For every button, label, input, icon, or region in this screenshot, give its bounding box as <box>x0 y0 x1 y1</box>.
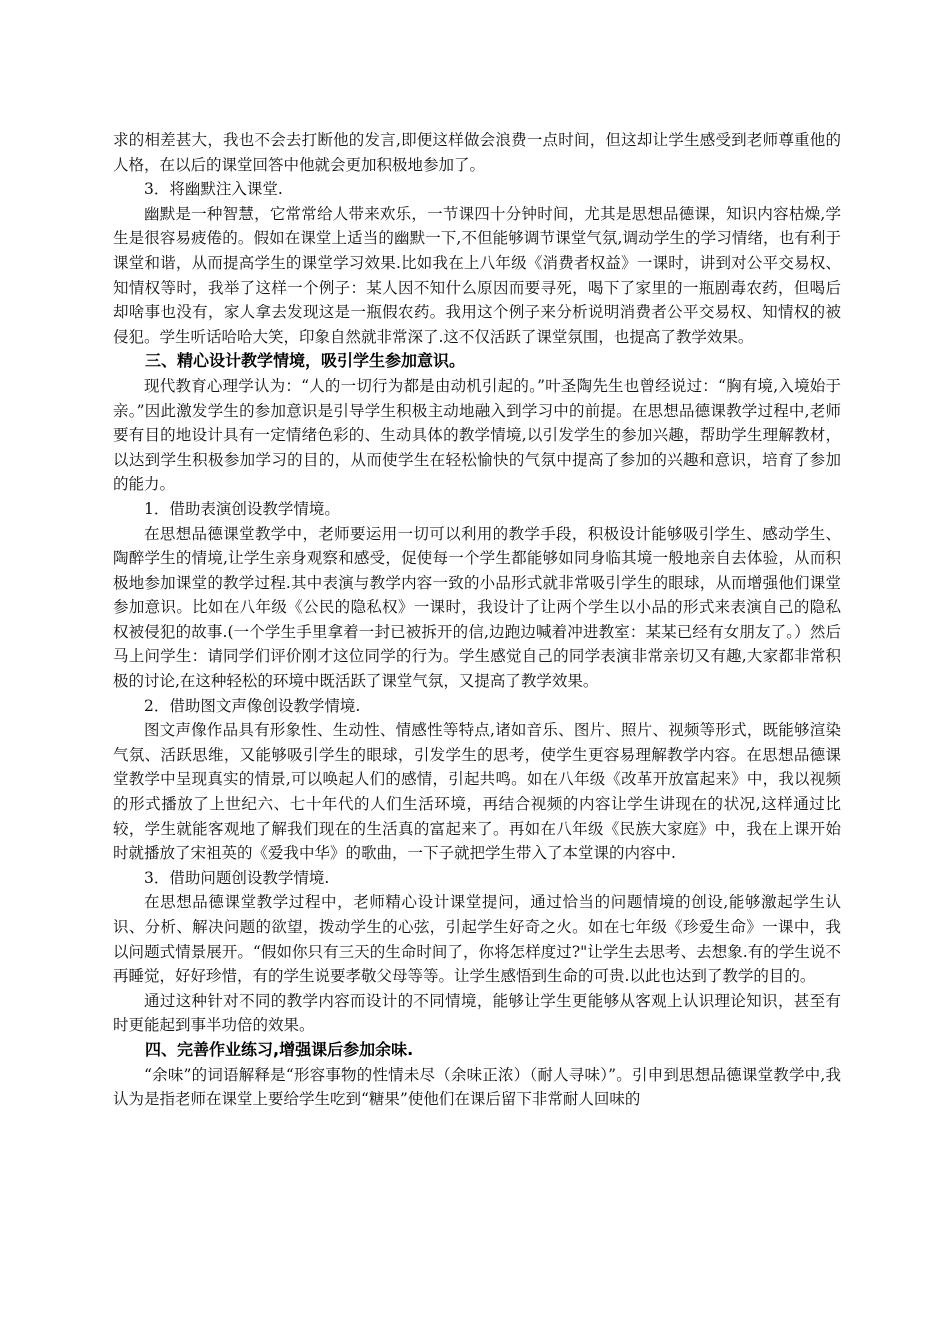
section-heading-three: 三、精心设计教学情境，吸引学生参加意识。 <box>145 351 466 371</box>
paragraph-aftertaste: “余味”的词语解释是“形容事物的性情未尽（余味正浓）（耐人寻味）”。引申到思想品德课堂教学中,我认为是指老师在课堂上要给学生吃到“糖果”使他们在课后留下非常耐人回味的 <box>113 1065 841 1109</box>
paragraph-summary: 通过这种针对不同的教学内容而设计的不同情境，能够让学生更能够从客观上认识理论知识，甚至有时更能起到事半功倍的效果。 <box>113 991 841 1035</box>
paragraph-multimedia: 图文声像作品具有形象性、生动性、情感性等特点,诸如音乐、图片、照片、视频等形式，既能够渲染气氛、活跃思维，又能够吸引学生的眼球，引发学生的思考，使学生更容易理解教学内容。在思想品德课堂教学中呈现真实的情景,可以唤起人们的感情，引起共鸣。如在八年级《改革开放富起来》中，我以视频的形式播放了上世纪六、七十年代的人们生活环境，再结合视频的内容让学生讲现在的状况,这样通过比较，学生就能客观地了解我们现在的生活真的富起来了。再如在八年级《民族大家庭》中，我在上课开始时就播放了宋祖英的《爱我中华》的歌曲，一下子就把学生带入了本堂课的内容中. <box>113 721 841 863</box>
subheading-questions: 3．借助问题创设教学情境. <box>144 868 330 887</box>
subheading-performance: 1．借助表演创设教学情境。 <box>144 499 340 518</box>
subheading-humor: 3．将幽默注入课堂. <box>144 180 283 199</box>
paragraph-performance: 在思想品德课堂教学中，老师要运用一切可以利用的教学手段，积极设计能够吸引学生、感动学生、陶醉学生的情境,让学生亲身观察和感受，促使每一个学生都能够如同身临其境一般地亲自去体验，从而积极地参加课堂的教学过程.其中表演与教学内容一致的小品形式就非常吸引学生的眼球，从而增强他们课堂参加意识。比如在八年级《公民的隐私权》一课时，我设计了让两个学生以小品的形式来表演自己的隐私权被侵犯的故事.(一个学生手里拿着一封已被拆开的信,边跑边喊着冲进教室：某某已经有女朋友了。）然后马上问学生：请同学们评价刚才这位同学的行为。学生感觉自己的同学表演非常亲切又有趣,大家都非常积极的讨论,在这种轻松的环境中既活跃了课堂气氛，又提高了教学效果。 <box>113 524 841 691</box>
subheading-multimedia: 2．借助图文声像创设教学情境. <box>144 696 361 715</box>
paragraph-humor: 幽默是一种智慧，它常常给人带来欢乐，一节课四十分钟时间，尤其是思想品德课，知识内容枯燥,学生是很容易疲倦的。假如在课堂上适当的幽默一下,不但能够调节课堂气氛,调动学生的学习情绪，也有利于课堂和谐，从而提高学生的课堂学习效果.比如我在上八年级《消费者权益》一课时，讲到对公平交易权、知情权等时，我举了这样一个例子：某人因不知什么原因而要寻死，喝下了家里的一瓶剧毒农药，但喝后却啥事也没有，家人拿去发现这是一瓶假农药。我用这个例子来分析说明消费者公平交易权、知情权的被侵犯。学生听话哈哈大笑，印象自然就非常深了.这不仅活跃了课堂氛围，也提高了教学效果。 <box>113 204 841 346</box>
paragraph-continuation: 求的相差甚大，我也不会去打断他的发言,即便这样做会浪费一点时间，但这却让学生感受到老师尊重他的人格，在以后的课堂回答中他就会更加积极地参加了。 <box>113 131 841 174</box>
paragraph-psychology: 现代教育心理学认为：“人的一切行为都是由动机引起的。”叶圣陶先生也曾经说过：“胸有境,入境始于亲。”因此激发学生的参加意识是引导学生积极主动地融入到学习中的前提。在思想品德课教学过程中,老师要有目的地设计具有一定情绪色彩的、生动具体的教学情境,以引发学生的参加兴趣，帮助学生理解教材，以达到学生积极参加学习的目的，从而使学生在轻松愉快的气氛中提高了参加的兴趣和意识，培育了参加的能力。 <box>113 376 841 494</box>
paragraph-questions: 在思想品德课堂教学过程中，老师精心设计课堂提问，通过恰当的问题情境的创设,能够激起学生认识、分析、解决问题的欲望，拨动学生的心弦，引起学生好奇之火。如在七年级《珍爱生命》一课中，我以问题式情景展开。“假如你只有三天的生命时间了，你将怎样度过?"让学生去思考、去想象.有的学生说不再睡觉，好好珍惜，有的学生说要孝敬父母等等。让学生感悟到生命的可贵.以此也达到了教学的目的。 <box>113 893 841 986</box>
document-body <box>113 128 841 1112</box>
section-heading-four: 四、完善作业练习,增强课后参加余味. <box>145 1039 414 1059</box>
